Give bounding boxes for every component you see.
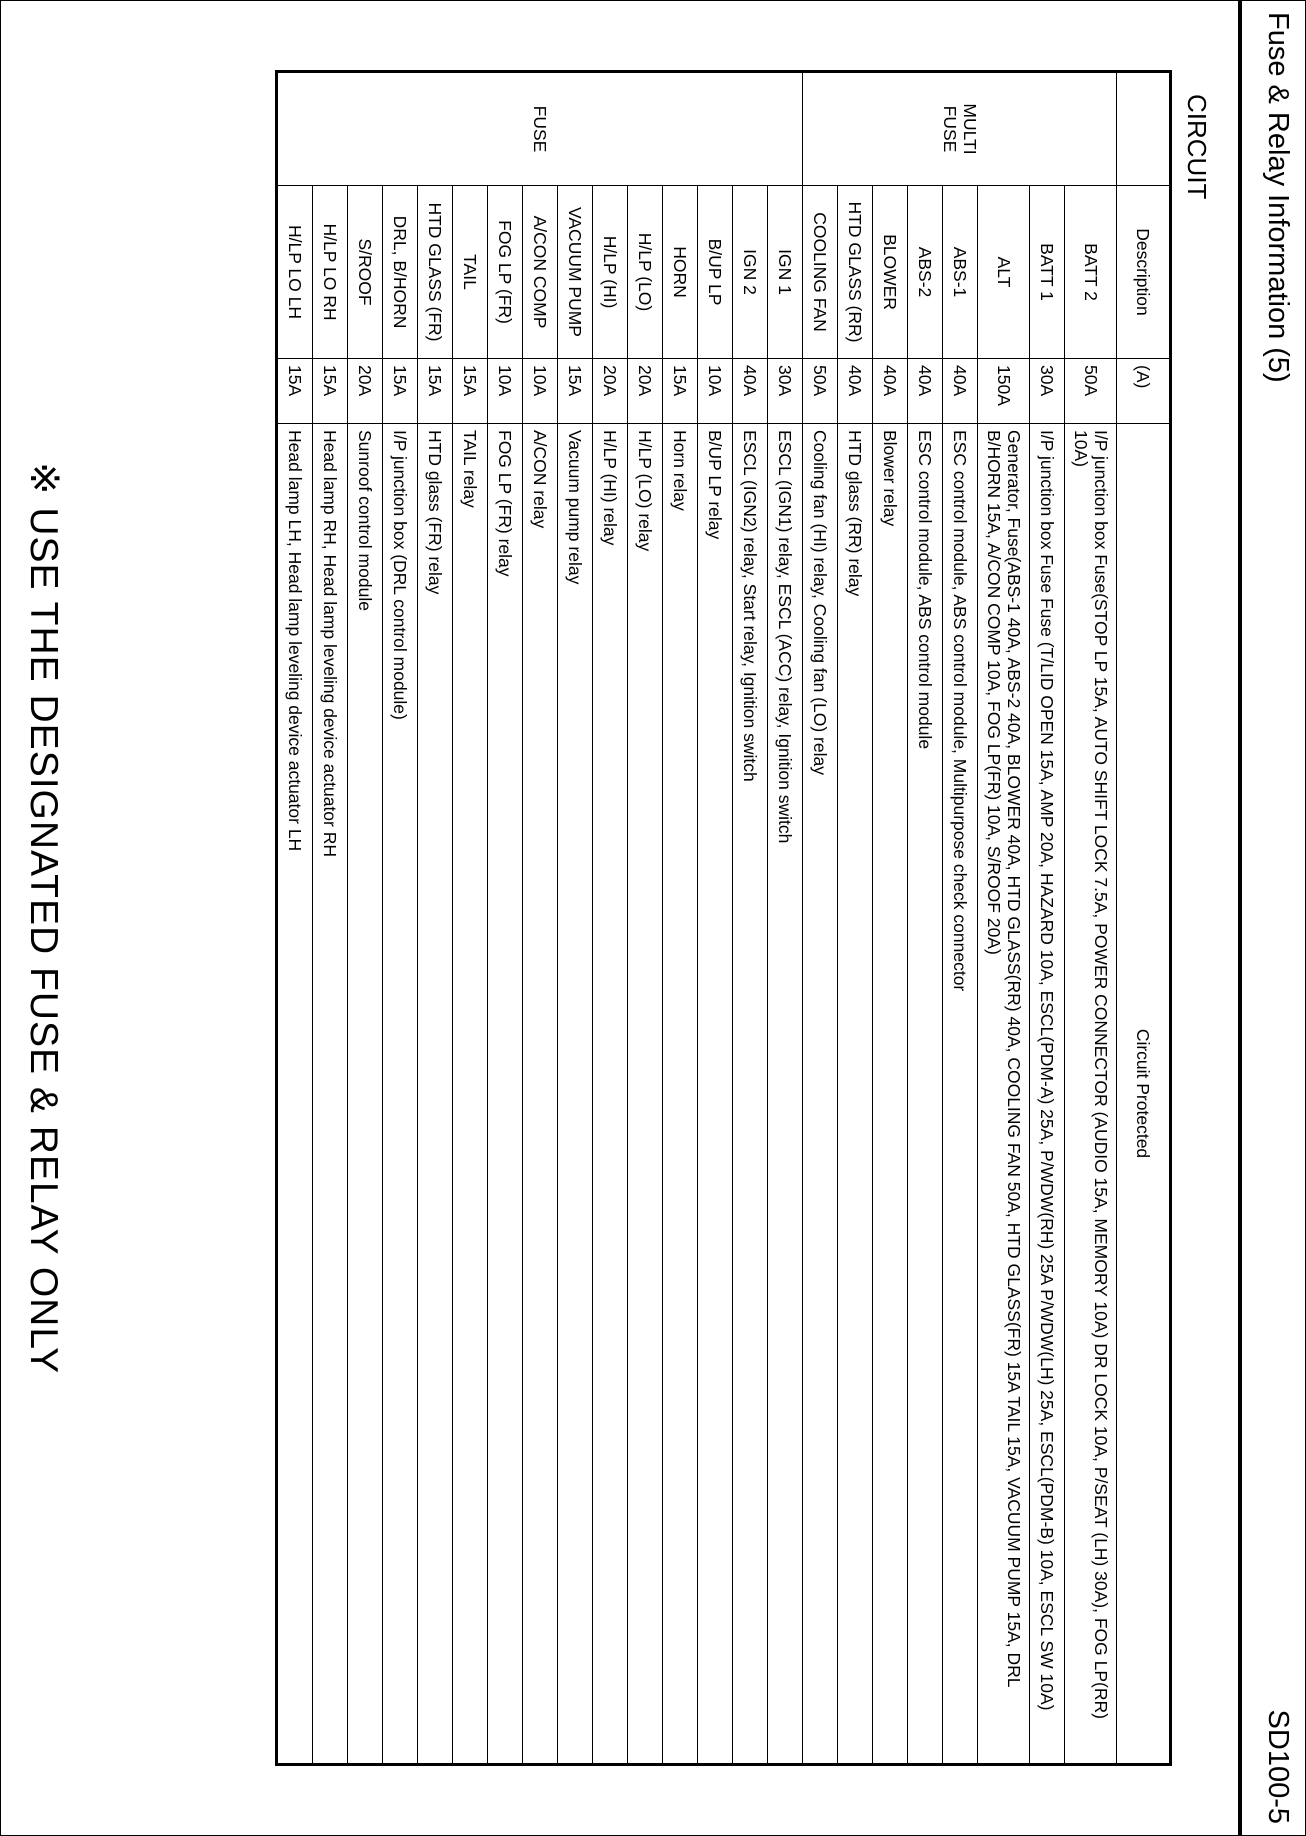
amp-cell: 15A [558, 359, 593, 424]
circuit-protected-cell: Blower relay [873, 424, 908, 1765]
circuit-protected-cell: H/LP (HI) relay [593, 424, 628, 1765]
circuit-protected-cell: I/P junction box Fuse Fuse (T/LID OPEN 15A, AMP 20A, HAZARD 10A, ESCL(PDM-A) 25A, P/WDW(RH) 25A P/WDW(LH) 25A, ESCL(PDM-B) 10A, ESCL SW 10A) [1030, 424, 1065, 1765]
table-row [768, 72, 803, 1765]
circuit-protected-cell: B/UP LP relay [698, 424, 733, 1765]
circuit-protected-cell: A/CON relay [523, 424, 558, 1765]
circuit-protected-cell: H/LP (LO) relay [628, 424, 663, 1765]
description-cell: HORN [663, 186, 698, 359]
amp-cell: 15A [418, 359, 453, 424]
description-cell: S/ROOF [348, 186, 383, 359]
description-cell: BATT 1 [1030, 186, 1065, 359]
table-row [277, 72, 313, 1765]
circuit-protected-cell: TAIL relay [453, 424, 488, 1765]
table-row [418, 72, 453, 1765]
amp-cell: 20A [628, 359, 663, 424]
table-body [277, 72, 1117, 1765]
amp-cell: 50A [1065, 359, 1117, 424]
table-row [908, 72, 943, 1765]
table-row [1065, 72, 1117, 1765]
amp-cell: 30A [768, 359, 803, 424]
group-label: MULTI FUSE [940, 103, 980, 155]
description-cell: IGN 1 [768, 186, 803, 359]
table-row [488, 72, 523, 1765]
table-row [1030, 72, 1065, 1765]
table-row [663, 72, 698, 1765]
description-cell: B/UP LP [698, 186, 733, 359]
page-title: Fuse & Relay Information (5) [1262, 12, 1294, 383]
table-row [733, 72, 768, 1765]
table-row [558, 72, 593, 1765]
header-rule [1238, 0, 1242, 1836]
amp-cell: 30A [1030, 359, 1065, 424]
amp-cell: 15A [663, 359, 698, 424]
amp-cell: 40A [943, 359, 978, 424]
circuit-protected-cell: HTD glass (FR) relay [418, 424, 453, 1765]
table-row [383, 72, 418, 1765]
section-title: CIRCUIT [1182, 94, 1212, 200]
table-header-row [1117, 72, 1171, 1765]
header-group-cell [1117, 72, 1171, 186]
amp-cell: 15A [277, 359, 313, 424]
description-cell: H/LP LO RH [313, 186, 348, 359]
table-row [978, 72, 1030, 1765]
table-row [593, 72, 628, 1765]
amp-cell: 20A [593, 359, 628, 424]
table-row [313, 72, 348, 1765]
circuit-protected-cell: HTD glass (RR) relay [838, 424, 873, 1765]
description-cell: HTD GLASS (RR) [838, 186, 873, 359]
table-row [523, 72, 558, 1765]
table-row [628, 72, 663, 1765]
description-cell: A/CON COMP [523, 186, 558, 359]
table-row [838, 72, 873, 1765]
circuit-protected-cell: Vacuum pump relay [558, 424, 593, 1765]
circuit-protected-cell: I/P junction box (DRL control module) [383, 424, 418, 1765]
circuit-protected-cell: Head lamp RH, Head lamp leveling device actuator RH [313, 424, 348, 1765]
description-cell: COOLING FAN [803, 186, 838, 359]
description-cell: TAIL [453, 186, 488, 359]
description-cell: H/LP (LO) [628, 186, 663, 359]
circuit-protected-cell: ESC control module, ABS control module [908, 424, 943, 1765]
amp-cell: 15A [383, 359, 418, 424]
amp-cell: 10A [698, 359, 733, 424]
circuit-protected-cell: Generator, Fuse(ABS-1 40A, ABS-2 40A, BLOWER 40A, HTD GLASS(RR) 40A, COOLING FAN 50A, HTD GLASS(FR) 15A TAIL 15A, VACUUM PUMP 15A, DRL B/HORN 15A, A/CON COMP 10A, FOG LP(FR) 10A, S/ROOF 20A) [978, 424, 1030, 1765]
notice-text: ※ USE THE DESIGNATED FUSE & RELAY ONLY [22, 461, 65, 1375]
amp-cell: 15A [453, 359, 488, 424]
description-cell: BLOWER [873, 186, 908, 359]
description-cell: BATT 2 [1065, 186, 1117, 359]
header-circuit-protected: Circuit Protected [1117, 424, 1171, 1765]
amp-cell: 10A [488, 359, 523, 424]
table-row [698, 72, 733, 1765]
circuit-protected-cell: Sunroof control module [348, 424, 383, 1765]
group-label: FUSE [530, 105, 551, 153]
table-row [943, 72, 978, 1765]
header-amp: (A) [1117, 359, 1171, 424]
table-row [453, 72, 488, 1765]
page-code: SD100-5 [1262, 1709, 1294, 1824]
amp-cell: 40A [873, 359, 908, 424]
group-cell [277, 72, 803, 186]
group-cell [803, 72, 1117, 186]
header-description: Description [1117, 186, 1171, 359]
amp-cell: 50A [803, 359, 838, 424]
amp-cell: 15A [313, 359, 348, 424]
description-cell: FOG LP (FR) [488, 186, 523, 359]
circuit-protected-cell: FOG LP (FR) relay [488, 424, 523, 1765]
description-cell: DRL, B/HORN [383, 186, 418, 359]
description-cell: H/LP (HI) [593, 186, 628, 359]
description-cell: H/LP LO LH [277, 186, 313, 359]
circuit-protected-cell: ESCL (IGN2) relay, Start relay, Ignition switch [733, 424, 768, 1765]
amp-cell: 10A [523, 359, 558, 424]
table-row [873, 72, 908, 1765]
circuit-protected-cell: I/P junction box Fuse(STOP LP 15A, AUTO SHIFT LOCK 7.5A, POWER CONNECTOR (AUDIO 15A, MEMORY 10A) DR LOCK 10A, P/SEAT (LH) 30A), FOG LP(RR) 10A) [1065, 424, 1117, 1765]
amp-cell: 40A [908, 359, 943, 424]
circuit-protected-cell: Head lamp LH, Head lamp leveling device actuator LH [277, 424, 313, 1765]
description-cell: ABS-2 [908, 186, 943, 359]
amp-cell: 150A [978, 359, 1030, 424]
description-cell: ALT [978, 186, 1030, 359]
amp-cell: 20A [348, 359, 383, 424]
amp-cell: 40A [733, 359, 768, 424]
fuse-table [275, 70, 1172, 1766]
table-row [803, 72, 838, 1765]
circuit-protected-cell: ESC control module, ABS control module, Multipurpose check connector [943, 424, 978, 1765]
table-row [348, 72, 383, 1765]
circuit-protected-cell: Horn relay [663, 424, 698, 1765]
circuit-protected-cell: Cooling fan (HI) relay, Cooling fan (LO) relay [803, 424, 838, 1765]
description-cell: VACUUM PUMP [558, 186, 593, 359]
description-cell: ABS-1 [943, 186, 978, 359]
description-cell: HTD GLASS (FR) [418, 186, 453, 359]
amp-cell: 40A [838, 359, 873, 424]
circuit-protected-cell: ESCL (IGN1) relay, ESCL (ACC) relay, Ignition switch [768, 424, 803, 1765]
description-cell: IGN 2 [733, 186, 768, 359]
